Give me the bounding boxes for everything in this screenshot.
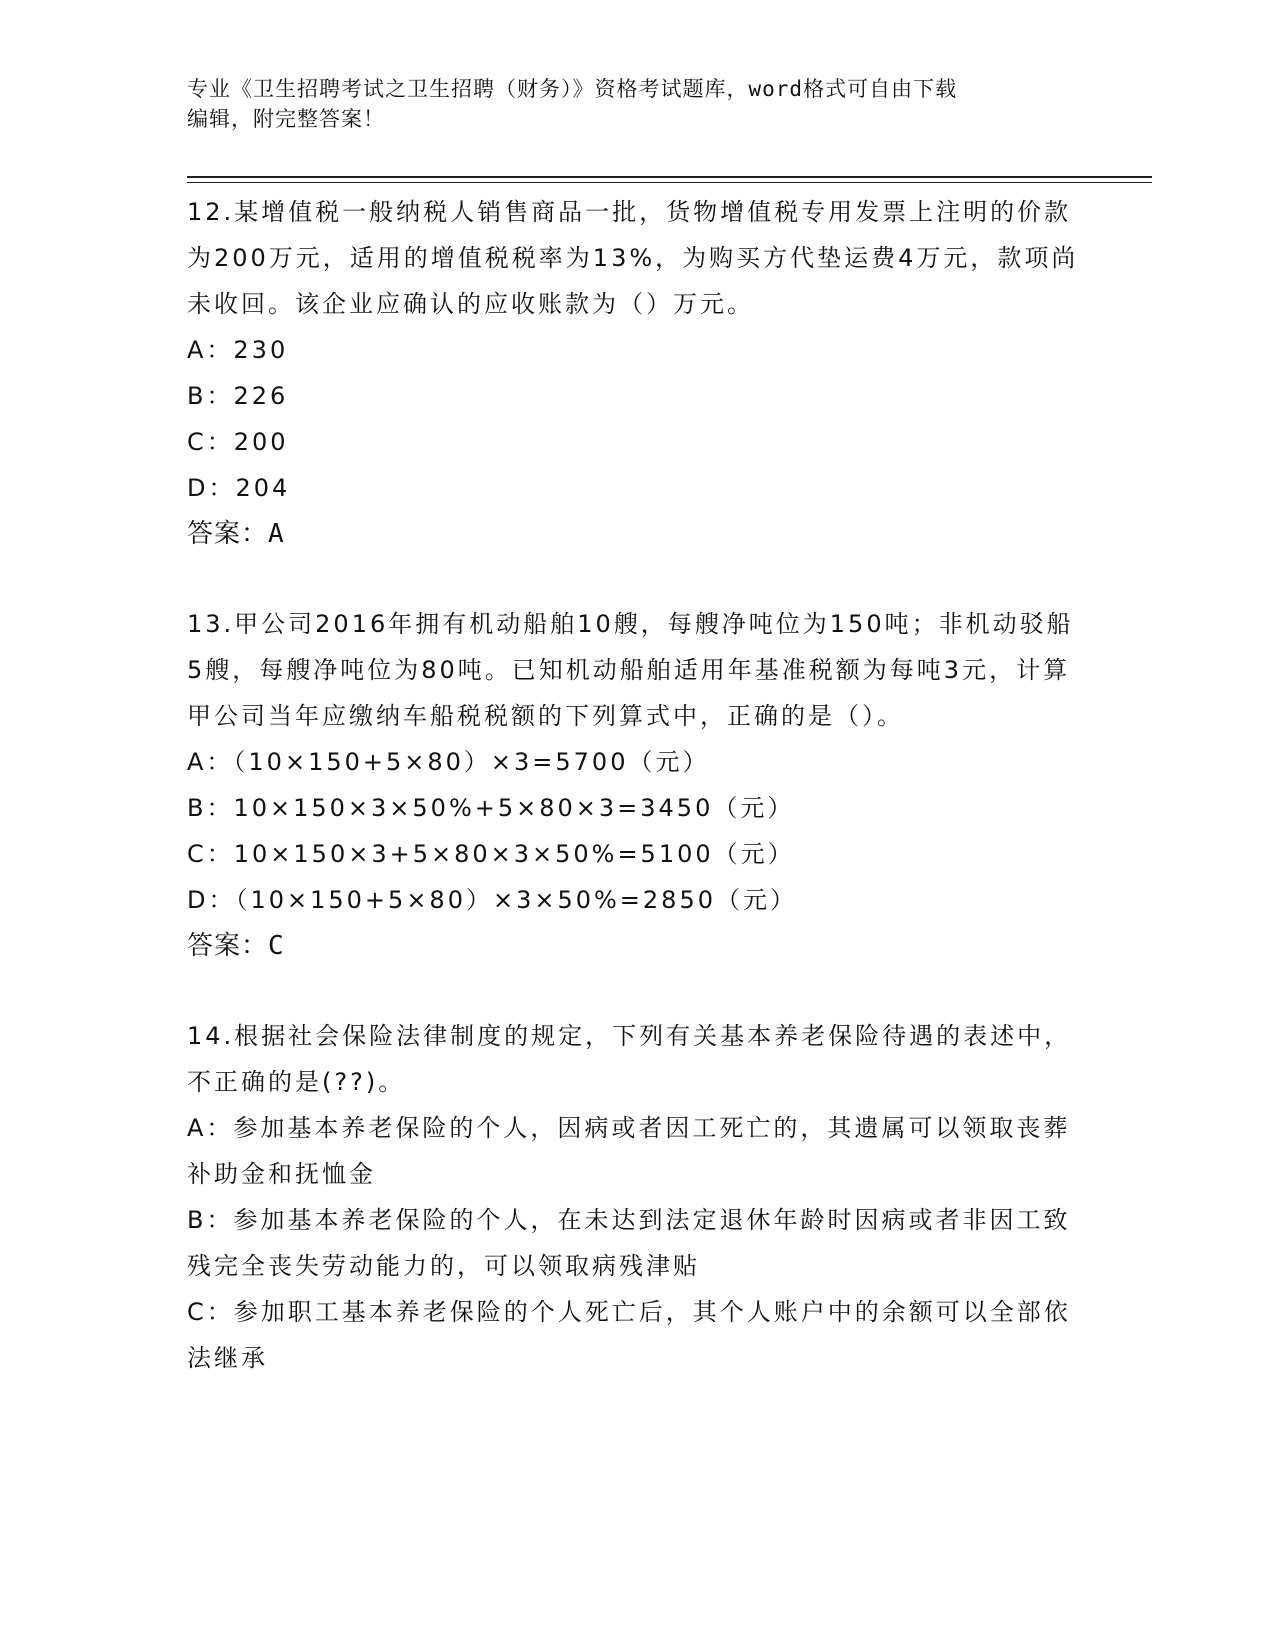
option-a: A：（10×150+5×80）×3=5700（元） [187,748,710,776]
header-intro-line-2: 编辑，附完整答案！ [187,107,385,131]
answer-label: 答案： [187,931,269,961]
option-c: C：200 [187,428,289,456]
option-b: B：10×150×3×50%+5×80×3=3450（元） [187,794,795,822]
question-list [187,189,1087,1425]
answer-value: A [268,519,285,549]
option-a: A：230 [187,336,289,364]
option-d: D：（10×150+5×80）×3×50%=2850（元） [187,886,797,914]
option-c: C：参加职工基本养老保险的个人死亡后，其个人账户中的余额可以全部依法继承 [187,1298,1071,1372]
question-text: 14.根据社会保险法律制度的规定，下列有关基本养老保险待遇的表述中，不正确的是(??)。 [187,1022,1072,1096]
header-divider-thin [187,182,1152,183]
answer-value: C [268,931,285,961]
option-c: C：10×150×3+5×80×3×50%=5100（元） [187,840,795,868]
header-divider-thick [187,176,1152,178]
header-intro-line-1: 专业《卫生招聘考试之卫生招聘（财务）》资格考试题库，word格式可自由下载 [187,77,958,101]
question-13 [187,601,1087,969]
option-b: B：226 [187,382,289,410]
question-text: 12.某增值税一般纳税人销售商品一批，货物增值税专用发票上注明的价款为200万元，适用的增值税税率为13%，为购买方代垫运费4万元，款项尚未收回。该企业应确认的应收账款为（）万元。 [187,198,1079,318]
option-b: B：参加基本养老保险的个人，在未达到法定退休年龄时因病或者非因工致残完全丧失劳动能力的，可以领取病残津贴 [187,1206,1071,1280]
question-12 [187,189,1087,557]
option-d: D：204 [187,474,291,502]
question-text: 13.甲公司2016年拥有机动船舶10艘，每艘净吨位为150吨；非机动驳船5艘，每艘净吨位为80吨。已知机动船舶适用年基准税额为每吨3元，计算甲公司当年应缴纳车船税税额的下列算式中，正确的是（）。 [187,610,1074,730]
option-a: A：参加基本养老保险的个人，因病或者因工死亡的，其遗属可以领取丧葬补助金和抚恤金 [187,1114,1071,1188]
document-header [187,74,1087,134]
question-14 [187,1013,1087,1381]
answer-line [187,923,1087,969]
answer-line [187,511,1087,557]
answer-label: 答案： [187,519,269,549]
